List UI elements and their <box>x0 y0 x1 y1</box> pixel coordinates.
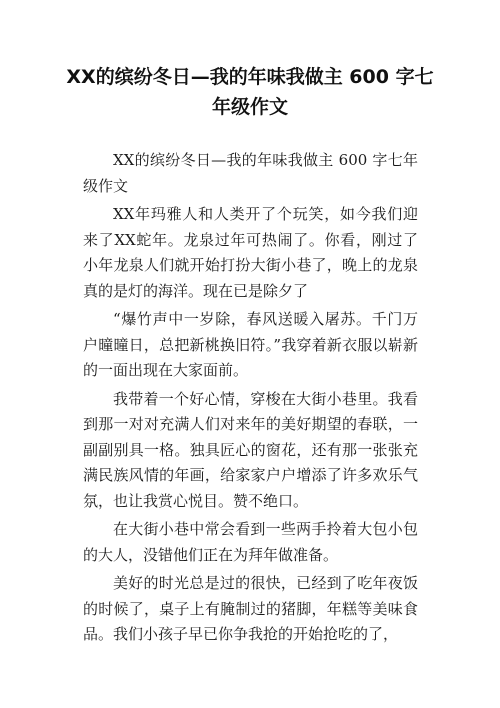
document-title: XX的缤纷冬日—我的年味我做主 600 字七年级作文 <box>66 66 434 118</box>
document-body <box>83 148 418 651</box>
paragraph-heading-repeat: XX的缤纷冬日—我的年味我做主 600 字七年级作文 <box>83 151 418 195</box>
paragraph-shoppers: 在大街小巷中常会看到一些两手拎着大包小包的大人，没错他们正在为拜年做准备。 <box>83 520 418 564</box>
paragraph-streets: 我带着一个好心情，穿梭在大街小巷里。我看到那一对对充满人们对来年的美好期望的春联，一副副别具一格。独具匠心的窗花，还有那一张张充满民族风情的年画，给家家户户增添了许多欢乐气氛，也让我赏心悦目。赞不绝口。 <box>83 389 418 510</box>
paragraph-poem: “爆竹声中一岁除，春风送暖入屠苏。千门万户曈曈日，总把新桃换旧符。”我穿着新衣服以崭新的一面出现在大家面前。 <box>83 310 418 379</box>
paragraph-intro: XX年玛雅人和人类开了个玩笑，如今我们迎来了XX蛇年。龙泉过年可热闹了。你看，刚过了小年龙泉人们就开始打扮大街小巷了，晚上的龙泉真的是灯的海洋。现在已是除夕了 <box>83 205 418 300</box>
paragraph-dinner: 美好的时光总是过的很快，已经到了吃年夜饭的时候了，桌子上有腌制过的猪脚，年糕等美味食品。我们小孩子早已你争我抢的开始抢吃的了， <box>83 574 418 643</box>
